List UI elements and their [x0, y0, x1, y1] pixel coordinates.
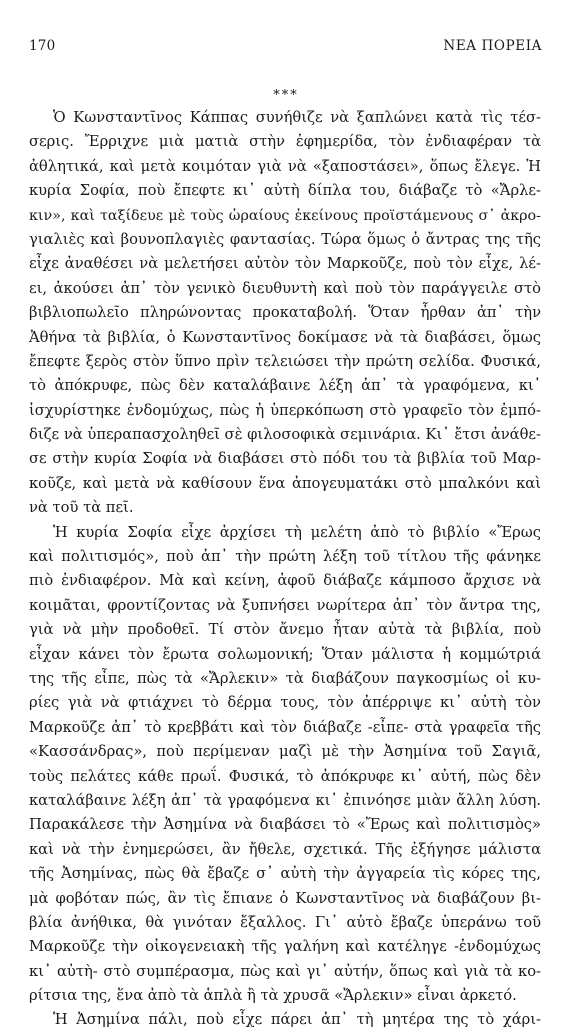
- text-line: μὰ φοβόταν πώς, ἂν τὶς ἔπιανε ὁ Κωνσταντῖνος νὰ διαβάζουν βι-: [29, 889, 541, 907]
- text-line: γιαλιὲς καὶ βουνοπλαγιὲς φαντασίας. Τώρα ὅμως ὁ ἄντρας της τῆς: [29, 230, 541, 248]
- text-line: Μαρκοῦζε τὴν οἰκογενειακὴ τῆς γαλήνη καὶ κατέληγε -ἐνδομύχως: [29, 938, 541, 956]
- text-line: Ἡ Ἀσημίνα πάλι, ποὺ εἶχε πάρει ἀπ᾽ τὴ μητέρα της τὸ χάρι-: [53, 1011, 541, 1029]
- text-line: βλία ἀνήθικα, θὰ γινόταν ἔξαλλος. Γι᾽ αὐτὸ ἔβαζε ὑπεράνω τοῦ: [29, 913, 541, 931]
- section-separator: ***: [273, 88, 299, 103]
- text-line: πιὸ ἐνδιαφέρον. Μὰ καὶ κείνη, ἀφοῦ διάβαζε κάμποσο ἄρχισε νὰ: [29, 572, 541, 590]
- text-line: ρίες γιὰ νὰ φτιάχνει τὸ δέρμα τους, τὸν ἀπέρριψε κι᾽ αὐτὴ τὸν: [29, 694, 541, 712]
- text-line: Παρακάλεσε τὴν Ἀσημίνα νὰ διαβάσει τὸ «Ἔρως καὶ πολιτισμὸς»: [29, 816, 541, 834]
- running-title: ΝΕΑ ΠΟΡΕΙΑ: [443, 38, 542, 54]
- text-line: της τῆς εἶπε, πὼς τὰ «Ἄρλεκιν» τὰ διαβάζουν παγκοσμίως οἱ κυ-: [29, 669, 541, 687]
- text-line: Ἡ κυρία Σοφία εἶχε ἀρχίσει τὴ μελέτη ἀπὸ τὸ βιβλίο «Ἔρως: [53, 523, 541, 541]
- page-number: 170: [29, 38, 56, 54]
- text-line: τῆς Ἀσημίνας, πὼς θὰ ἔβαζε σ᾽ αὐτὴ τὴν ἀγγαρεία τὶς κόρες της,: [29, 865, 541, 883]
- text-line: τὸ ἀπόκρυφε, πὼς δὲν καταλάβαινε λέξη ἀπ᾽ τὰ γραφόμενα, κι᾽: [29, 377, 541, 395]
- text-line: ἔπεφτε ξερὸς στὸν ὕπνο πρὶν τελειώσει τὴν πρώτη σελίδα. Φυσικά,: [29, 352, 541, 370]
- text-line: ει, ἀκούσει ἀπ᾽ τὸν γενικὸ διευθυντὴ καὶ ποὺ τὸν παράγγειλε στὸ: [29, 279, 541, 297]
- text-line: Ὁ Κωνσταντῖνος Κάππας συνήθιζε νὰ ξαπλώνει κατὰ τὶς τέσ-: [53, 109, 541, 126]
- text-line: κοιμᾶται, φροντίζοντας νὰ ξυπνήσει νωρίτερα ἀπ᾽ τὸν ἄντρα της,: [29, 596, 541, 614]
- text-line: ἀθλητικά, καὶ μετὰ κοιμόταν γιὰ νὰ «ξαποστάσει», ὅπως ἔλεγε. Ἡ: [29, 157, 541, 175]
- text-line: γιὰ νὰ μὴν προδοθεῖ. Τί στὸν ἄνεμο ἦταν αὐτὰ τὰ βιβλία, ποὺ: [29, 621, 541, 639]
- text-line: διζε νὰ ὑπεραπασχοληθεῖ σὲ φιλοσοφικὰ σεμινάρια. Κι᾽ ἔτσι ἀνάθε-: [29, 426, 541, 444]
- text-line: βιβλιοπωλεῖο πληρώνοντας προκαταβολή. Ὅταν ἦρθαν ἀπ᾽ τὴν: [29, 304, 541, 322]
- text-line: καὶ πολιτισμός», ποὺ ἀπ᾽ τὴν πρώτη λέξη τοῦ τίτλου τῆς φάνηκε: [29, 548, 541, 566]
- body-text: [29, 106, 541, 1033]
- text-line: σε στὴν κυρία Σοφία νὰ διαβάσει στὸ πόδι του τὰ βιβλία τοῦ Μαρ-: [29, 450, 541, 468]
- text-line: καὶ νὰ τὴν ἐνημερώσει, ἂν ἤθελε, σχετικά. Τῆς ἐξήγησε μάλιστα: [29, 840, 541, 858]
- text-line: κι᾽ αὐτὴ- στὸ συμπέρασμα, πὼς καὶ γι᾽ αὐτήν, ὅπως καὶ γιὰ τὰ κο-: [29, 962, 541, 980]
- text-line: ρίτσια της, ἕνα ἀπὸ τὰ ἁπλὰ ἢ τὰ χρυσᾶ «Ἄρλεκιν» εἶναι ἀρκετό.: [29, 987, 517, 1005]
- page-header: [29, 38, 542, 58]
- text-line: Μαρκοῦζε ἀπ᾽ τὸ κρεββάτι καὶ τὸν διάβαζε -εἶπε- στὰ γραφεῖα τῆς: [29, 718, 541, 736]
- text-line: καταλάβαινε λέξη ἀπ᾽ τὰ γραφόμενα κι᾽ ἐπινόησε μιὰν ἄλλη λύση.: [29, 791, 541, 809]
- text-line: Ἀθήνα τὰ βιβλία, ὁ Κωνσταντῖνος δοκίμασε νὰ τὰ διαβάσει, ὅμως: [29, 328, 541, 346]
- text-line: κιν», καὶ ταξίδευε μὲ τοὺς ὡραίους ἐκείνους προϊστάμενους σ᾽ ἀκρο-: [29, 207, 541, 224]
- text-line: εἶχε ἀναθέσει νὰ μελετήσει αὐτὸν τὸν Μαρκοῦζε, ποὺ τὸν εἶχε, λέ-: [29, 255, 541, 273]
- text-line: εἶχαν κάνει τὸν ἔρωτα σολωμονική; Ὅταν μάλιστα ἡ κομμώτριά: [29, 645, 541, 663]
- text-line: κυρία Σοφία, ποὺ ἔπεφτε κι᾽ αὐτὴ δίπλα του, διάβαζε τὸ «Ἄρλε-: [29, 182, 541, 200]
- text-line: νὰ τοῦ τὰ πεῖ.: [29, 499, 134, 517]
- text-line: τοὺς πελάτες κάθε πρωΐ. Φυσικά, τὸ ἀπόκρυφε κι᾽ αὐτή, πὼς δὲν: [29, 767, 541, 785]
- text-line: κοῦζε, καὶ μετὰ νὰ καθίσουν ἕνα ἀπογευματάκι στὸ μπαλκόνι καὶ: [29, 474, 541, 492]
- text-line: «Κασσάνδρας», ποὺ περίμεναν μαζὶ μὲ τὴν Ἀσημίνα τοῦ Σαγιᾶ,: [29, 743, 541, 761]
- text-line: ἰσχυρίστηκε ἐνδομύχως, πὼς ἡ ὑπερκόπωση στὸ γραφεῖο τὸν ἐμπό-: [29, 401, 541, 419]
- text-line: σερις. Ἔρριχνε μιὰ ματιὰ στὴν ἐφημερίδα, τὸν ἐνδιαφέραν τὰ: [29, 133, 541, 151]
